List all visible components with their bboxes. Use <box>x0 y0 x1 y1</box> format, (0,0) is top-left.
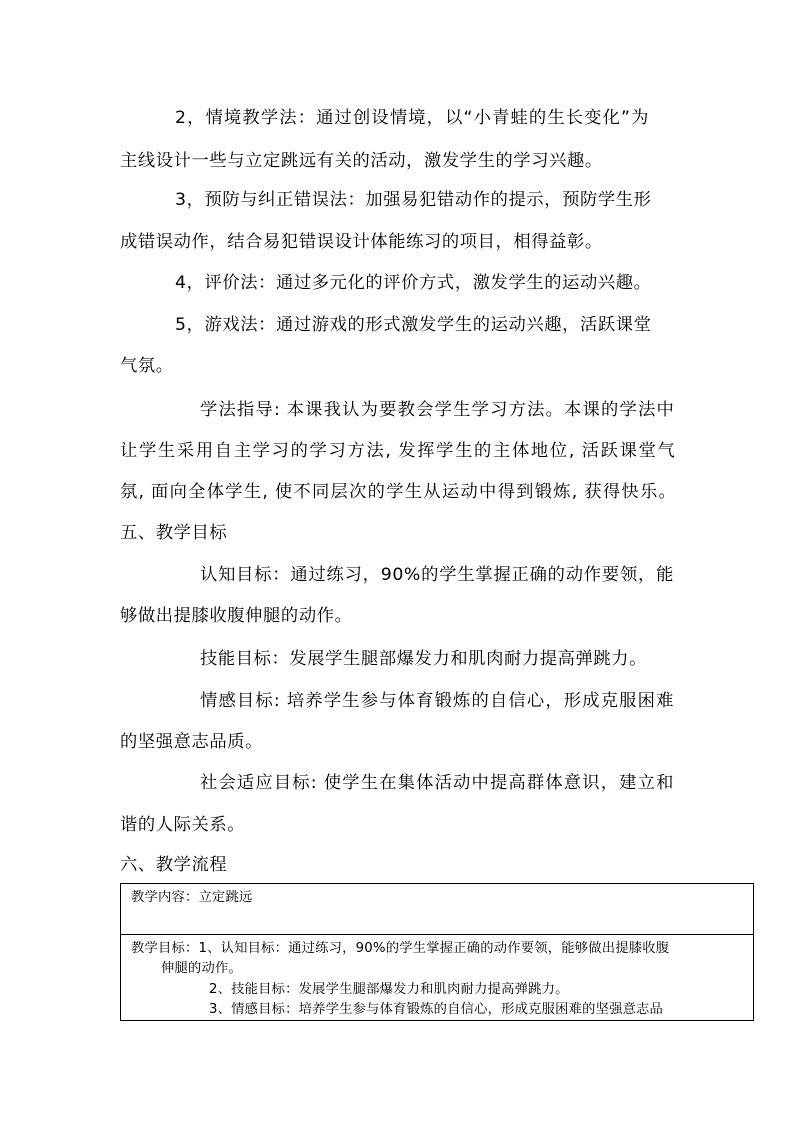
study-guide-line3: 氛, 面向全体学生, 使不同层次的学生从运动中得到锻炼, 获得快乐。 <box>120 482 676 502</box>
method-5-line1: 5，游戏法：通过游戏的形式激发学生的运动兴趣，活跃课堂 <box>175 315 652 335</box>
method-2-line1: 2，情境教学法：通过创设情境，以“小青蛙的生长变化”为 <box>175 108 649 128</box>
study-guide-line2: 让学生采用自主学习的学习方法, 发挥学生的主体地位, 活跃课堂气 <box>120 441 675 461</box>
section-5-heading: 五、教学目标 <box>120 523 228 543</box>
social-goal-line1: 社会适应目标: 使学生在集体活动中提高群体意识，建立和 <box>200 773 674 793</box>
emotion-goal-line1: 情感目标: 培养学生参与体育锻炼的自信心，形成克服困难 <box>200 691 674 711</box>
teaching-flow-table <box>120 883 754 1021</box>
method-3-line1: 3，预防与纠正错误法：加强易犯错动作的提示，预防学生形 <box>175 190 652 210</box>
skill-goal: 技能目标：发展学生腿部爆发力和肌肉耐力提高弹跳力。 <box>200 649 648 669</box>
method-4-line1: 4，评价法：通过多元化的评价方式，激发学生的运动兴趣。 <box>175 273 652 293</box>
method-3-line2: 成错误动作，结合易犯错误设计体能练习的项目，相得益彰。 <box>120 232 603 252</box>
emotion-goal-line2: 的坚强意志品质。 <box>120 732 264 752</box>
teaching-goals-line1b: 伸腿的动作。 <box>161 961 242 976</box>
teaching-goals-line1: 教学目标：1、认知目标：通过练习，90%的学生掌握正确的动作要领，能够做出提膝收腹 <box>131 941 670 956</box>
cognitive-goal-line2: 够做出提膝收腹伸腿的动作。 <box>120 606 353 626</box>
social-goal-line2: 谐的人际关系。 <box>120 815 246 835</box>
method-5-line2: 气氛。 <box>120 356 174 376</box>
section-6-heading: 六、教学流程 <box>120 855 228 875</box>
teaching-goals-line2: 2、技能目标：发展学生腿部爆发力和肌肉耐力提高弹跳力。 <box>209 982 569 997</box>
teaching-content: 教学内容：立定跳远 <box>131 890 253 905</box>
cognitive-goal-line1: 认知目标：通过练习，90%的学生掌握正确的动作要领，能 <box>200 565 674 585</box>
table-divider <box>121 934 753 935</box>
method-2-line2: 主线设计一些与立定跳远有关的活动，激发学生的学习兴趣。 <box>120 151 603 171</box>
teaching-goals-line3: 3、情感目标：培养学生参与体育锻炼的自信心，形成克服困难的坚强意志品 <box>209 1002 664 1017</box>
study-guide-line1: 学法指导: 本课我认为要教会学生学习方法。本课的学法中 <box>200 400 674 420</box>
